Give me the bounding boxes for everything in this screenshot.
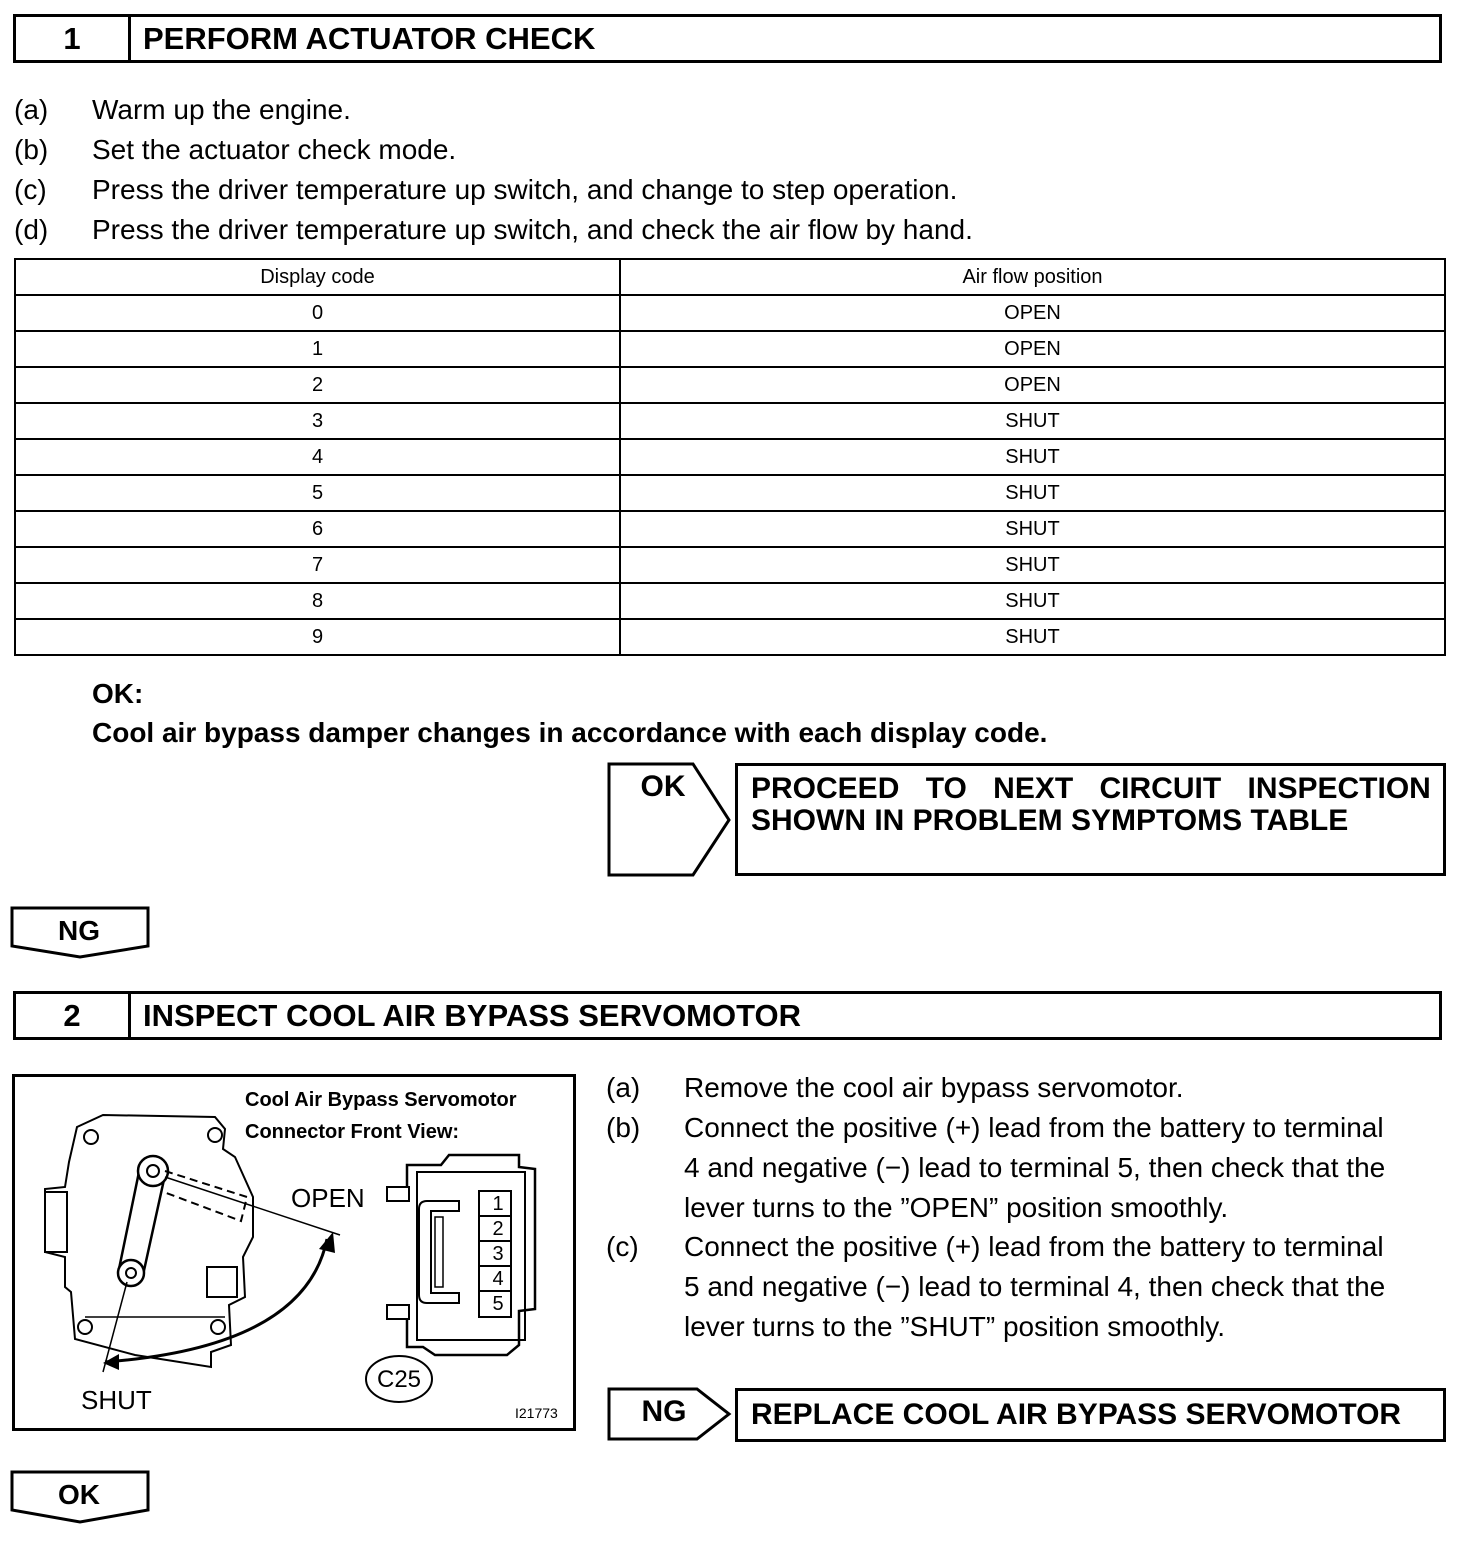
connector-id: C25 (376, 1366, 422, 1393)
ok-flow-label: OK (58, 1479, 100, 1510)
step-2-header (13, 991, 1442, 1040)
table-header-row (15, 259, 1445, 295)
air-flow-cell: OPEN (620, 367, 1445, 403)
open-label: OPEN (291, 1183, 365, 1213)
instruction-label: (b) (606, 1112, 641, 1143)
terminal-label-2: 2 (492, 1218, 504, 1240)
display-code-cell: 3 (15, 403, 620, 439)
display-code-cell: 2 (15, 367, 620, 403)
instruction-label: (a) (606, 1072, 641, 1103)
instruction-text-line-1: Connect the positive (+) lead from the battery to terminal (684, 1112, 1384, 1143)
terminal-label-4: 4 (492, 1268, 504, 1290)
table-row (15, 583, 1445, 619)
servomotor-figure (12, 1074, 576, 1431)
display-code-cell: 7 (15, 547, 620, 583)
ok-result-line-1 (751, 772, 1431, 806)
air-flow-cell: SHUT (620, 547, 1445, 583)
step-1-number: 1 (16, 17, 131, 60)
ng-result-box (735, 1388, 1446, 1442)
figure-id: I21773 (515, 1405, 558, 1421)
ok-condition-text: Cool air bypass damper changes in accordance with each display code. (92, 717, 1048, 748)
instruction-label: (d) (14, 214, 49, 245)
table-row (15, 295, 1445, 331)
table-row (15, 439, 1445, 475)
air-flow-cell: OPEN (620, 295, 1445, 331)
step-2-number: 2 (16, 994, 131, 1037)
ok-arrow-label: OK (640, 770, 686, 803)
ok-result-text-1: PROCEED TO NEXT CIRCUIT INSPECTION (751, 772, 1431, 805)
air-flow-cell: OPEN (620, 331, 1445, 367)
display-code-cell: 9 (15, 619, 620, 655)
shut-label: SHUT (81, 1385, 152, 1415)
step-2-instruction-b (606, 1108, 1448, 1228)
instruction-label: (c) (606, 1231, 639, 1262)
figure-caption-1: Cool Air Bypass Servomotor (245, 1089, 517, 1111)
column-header-air-flow: Air flow position (620, 259, 1445, 295)
step-2-title: INSPECT COOL AIR BYPASS SERVOMOTOR (143, 998, 801, 1033)
table-row (15, 331, 1445, 367)
terminal-label-5: 5 (492, 1293, 504, 1315)
air-flow-cell: SHUT (620, 583, 1445, 619)
display-code-cell: 8 (15, 583, 620, 619)
instruction-text-line-2: 4 and negative (−) lead to terminal 5, then check that the (684, 1152, 1386, 1183)
table-row (15, 547, 1445, 583)
display-code-cell: 1 (15, 331, 620, 367)
step-2-instruction-c (606, 1227, 1448, 1347)
instruction-text: Remove the cool air bypass servomotor. (684, 1072, 1184, 1103)
table-row (15, 367, 1445, 403)
instruction-label: (a) (14, 94, 49, 125)
air-flow-cell: SHUT (620, 439, 1445, 475)
display-code-cell: 6 (15, 511, 620, 547)
ng-result-text: REPLACE COOL AIR BYPASS SERVOMOTOR (751, 1398, 1402, 1431)
instruction-label: (b) (14, 134, 49, 165)
instruction-text: Press the driver temperature up switch, and check the air flow by hand. (92, 214, 973, 245)
table-row (15, 403, 1445, 439)
air-flow-cell: SHUT (620, 403, 1445, 439)
ok-condition-label: OK: (92, 678, 144, 709)
instruction-text: Warm up the engine. (92, 94, 351, 125)
instruction-text-line-2: 5 and negative (−) lead to terminal 4, then check that the (684, 1271, 1386, 1302)
table-row (15, 511, 1445, 547)
ng-arrow-label: NG (641, 1395, 687, 1428)
air-flow-cell: SHUT (620, 511, 1445, 547)
display-code-table (14, 258, 1446, 656)
display-code-cell: 5 (15, 475, 620, 511)
air-flow-cell: SHUT (620, 619, 1445, 655)
step-1-header (13, 14, 1442, 63)
figure-caption-2: Connector Front View: (245, 1121, 460, 1143)
display-code-cell: 4 (15, 439, 620, 475)
instruction-text: Set the actuator check mode. (92, 134, 457, 165)
air-flow-cell: SHUT (620, 475, 1445, 511)
step-1-title: PERFORM ACTUATOR CHECK (143, 21, 596, 56)
instruction-text-line-1: Connect the positive (+) lead from the battery to terminal (684, 1231, 1384, 1262)
display-code-cell: 0 (15, 295, 620, 331)
ng-flow-label: NG (58, 915, 100, 946)
instruction-text: Press the driver temperature up switch, and change to step operation. (92, 174, 958, 205)
table-row (15, 475, 1445, 511)
terminal-label-1: 1 (492, 1193, 504, 1215)
instruction-text-line-3: lever turns to the ”OPEN” position smoothly. (684, 1192, 1229, 1223)
terminal-label-3: 3 (492, 1243, 504, 1265)
table-row (15, 619, 1445, 655)
instruction-label: (c) (14, 174, 47, 205)
ok-result-box (735, 763, 1446, 876)
instruction-text-line-3: lever turns to the ”SHUT” position smoothly. (684, 1311, 1226, 1342)
column-header-display-code: Display code (15, 259, 620, 295)
ok-result-line-2: SHOWN IN PROBLEM SYMPTOMS TABLE (751, 804, 1349, 837)
